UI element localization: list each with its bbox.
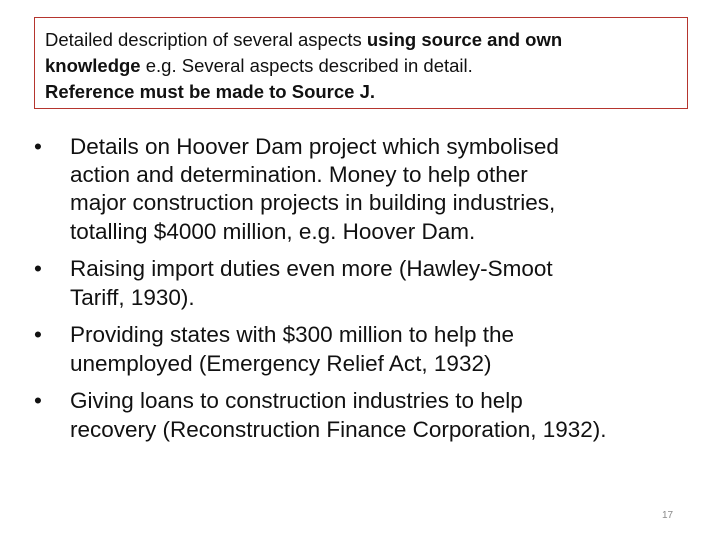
bullet-icon: • [34,256,42,282]
criteria-emphasis: Reference must be made to Source J. [45,81,376,102]
criteria-text: Detailed description of several aspects [45,29,367,50]
bullet-line: Raising import duties even more (Hawley-Smoot [70,256,553,282]
bullet-item [26,321,706,377]
criteria-emphasis: using source and own [366,29,563,50]
bullet-icon: • [34,134,42,159]
criteria-text: e.g. Several aspects described in detail. [140,55,473,76]
bullet-line: Providing states with $300 million to help the [70,322,515,348]
bullet-line: action and determination. Money to help other [70,162,528,188]
bullet-item [26,133,706,246]
bullet-line: unemployed (Emergency Relief Act, 1932) [70,350,492,376]
bullet-item [26,255,706,311]
bullet-icon: • [34,322,42,348]
bullet-line: Giving loans to construction industries to help [70,388,523,414]
criteria-line-2 [45,53,677,79]
bullet-item [26,387,706,443]
page-number: 17 [662,510,674,521]
marking-criteria-box [34,17,688,109]
bullet-line: recovery (Reconstruction Finance Corporation, 1932). [70,416,607,442]
criteria-line-3 [45,79,677,105]
bullet-icon: • [34,388,42,414]
bullet-line: Tariff, 1930). [70,284,195,310]
bullet-line: totalling $4000 million, e.g. Hoover Dam. [70,218,476,244]
bullet-line: Details on Hoover Dam project which symbolised [70,134,559,159]
bullet-line: major construction projects in building industries, [70,190,556,216]
criteria-line-1 [45,27,677,53]
answer-bullet-list [26,133,706,453]
criteria-emphasis: knowledge [45,55,141,76]
